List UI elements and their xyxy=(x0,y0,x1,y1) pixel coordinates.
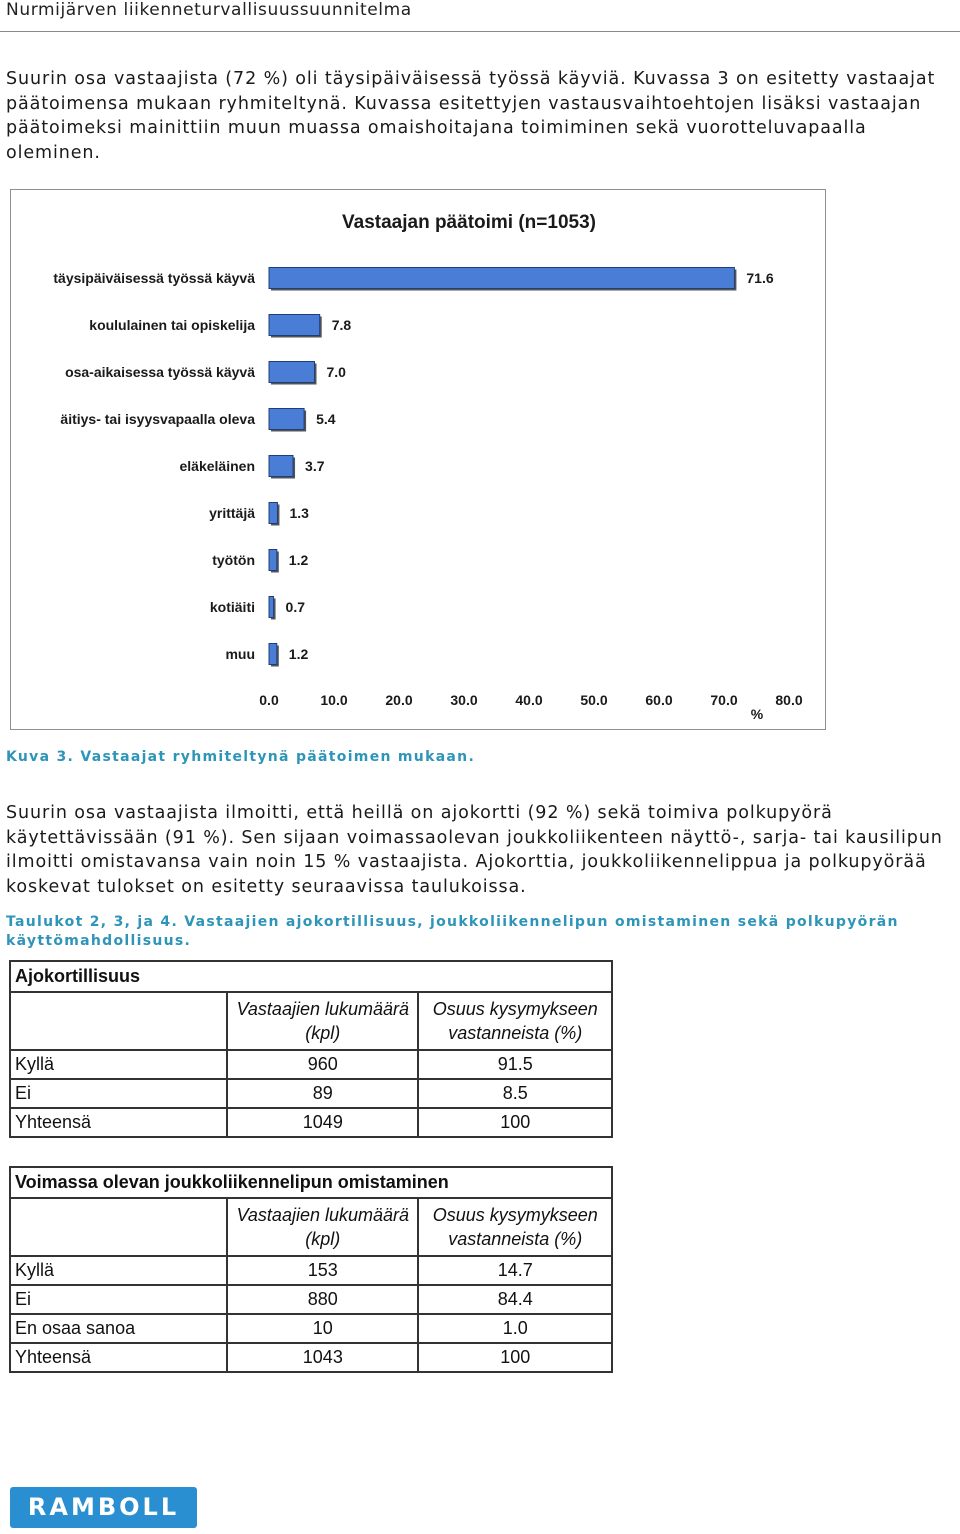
bar xyxy=(269,409,304,430)
column-header-share: Osuus kysymykseen vastanneista (%) xyxy=(418,1198,612,1256)
row-share: 1.0 xyxy=(418,1314,612,1343)
category-label: kotiäiti xyxy=(209,599,255,615)
bar xyxy=(269,315,320,336)
row-count: 153 xyxy=(227,1256,418,1285)
row-label: Yhteensä xyxy=(10,1343,227,1372)
x-tick-label: 20.0 xyxy=(385,692,413,708)
category-label: muu xyxy=(225,646,255,662)
category-label: yrittäjä xyxy=(209,505,255,521)
table-title-row xyxy=(10,961,612,992)
table-title-row xyxy=(10,1167,612,1198)
table-title: Ajokortillisuus xyxy=(10,961,612,992)
table-row xyxy=(10,1343,612,1372)
table-row xyxy=(10,1314,612,1343)
table-header-row xyxy=(10,1198,612,1256)
ramboll-logo xyxy=(10,1487,197,1528)
x-tick-label: 30.0 xyxy=(450,692,478,708)
data-label: 7.8 xyxy=(331,317,352,333)
row-count: 960 xyxy=(227,1050,418,1079)
row-share: 100 xyxy=(418,1343,612,1372)
row-count: 1043 xyxy=(227,1343,418,1372)
row-share: 84.4 xyxy=(418,1285,612,1314)
header-divider xyxy=(0,31,960,32)
chart-title: Vastaajan päätoimi (n=1053) xyxy=(342,212,596,233)
category-label: täysipäiväisessä työssä käyvä xyxy=(53,270,255,286)
bar xyxy=(269,644,277,665)
table-title: Voimassa olevan joukkoliikennelipun omistaminen xyxy=(10,1167,612,1198)
row-share: 91.5 xyxy=(418,1050,612,1079)
data-label: 5.4 xyxy=(316,411,336,427)
category-label: eläkeläinen xyxy=(179,458,255,474)
table-header-empty xyxy=(10,992,227,1050)
second-paragraph: Suurin osa vastaajista ilmoitti, että heillä on ajokortti (92 %) sekä toimiva polkupyörä käytettävissään (91 %). Sen sijaan voimassaolevan joukkoliikenteen näyttö-, sarja- tai kausilipun ilmoitti omistavansa vain noin 15 % vastaajista. Ajokorttia, joukkoliikennelippua ja polkupyörää koskevat tulokset on esitetty seuraavissa taulukoissa. xyxy=(6,803,943,897)
row-label: Ei xyxy=(10,1285,227,1314)
bar xyxy=(269,362,315,383)
row-share: 14.7 xyxy=(418,1256,612,1285)
tables-caption: Taulukot 2, 3, ja 4. Vastaajien ajokortillisuus, joukkoliikennelipun omistaminen sekä polkupyörän käyttömahdollisuus. xyxy=(6,914,899,949)
x-tick-label: 70.0 xyxy=(710,692,738,708)
document-header-title: Nurmijärven liikenneturvallisuussuunnitelma xyxy=(6,0,412,20)
table-row xyxy=(10,1079,612,1108)
row-count: 89 xyxy=(227,1079,418,1108)
column-header-share: Osuus kysymykseen vastanneista (%) xyxy=(418,992,612,1050)
row-label: Yhteensä xyxy=(10,1108,227,1137)
data-label: 1.2 xyxy=(288,646,309,662)
row-label: Kyllä xyxy=(10,1050,227,1079)
table-row xyxy=(10,1050,612,1079)
category-label: osa-aikaisessa työssä käyvä xyxy=(65,364,255,380)
bar xyxy=(269,550,277,571)
data-label: 1.2 xyxy=(288,552,309,568)
category-label: koululainen tai opiskelija xyxy=(89,317,255,333)
x-tick-label: 50.0 xyxy=(580,692,608,708)
data-label: 0.7 xyxy=(285,599,306,615)
row-share: 8.5 xyxy=(418,1079,612,1108)
intro-paragraph: Suurin osa vastaajista (72 %) oli täysipäiväisessä työssä käyviä. Kuvassa 3 on esitetty vastaajat päätoimensa mukaan ryhmiteltynä. Kuvassa esitettyjen vastausvaihtoehtojen lisäksi vastaajan päätoimeksi mainittiin muun muassa omaishoitajana toimiminen sekä vuorotteluvapaalla oleminen. xyxy=(6,69,936,163)
data-label: 3.7 xyxy=(305,458,325,474)
table-header-empty xyxy=(10,1198,227,1256)
x-tick-label: 60.0 xyxy=(645,692,673,708)
row-count: 10 xyxy=(227,1314,418,1343)
row-count: 880 xyxy=(227,1285,418,1314)
category-label: äitiys- tai isyysvapaalla oleva xyxy=(60,411,255,427)
bar-chart xyxy=(11,190,825,729)
row-label: Ei xyxy=(10,1079,227,1108)
transit-ticket-table xyxy=(9,1166,613,1373)
x-tick-label: 80.0 xyxy=(775,692,803,708)
table-row xyxy=(10,1285,612,1314)
bar xyxy=(269,268,734,289)
bar xyxy=(269,503,277,524)
row-label: Kyllä xyxy=(10,1256,227,1285)
row-share: 100 xyxy=(418,1108,612,1137)
x-tick-label: 40.0 xyxy=(515,692,543,708)
table-row xyxy=(10,1108,612,1137)
category-label: työtön xyxy=(212,552,255,568)
row-label: En osaa sanoa xyxy=(10,1314,227,1343)
figure-caption: Kuva 3. Vastaajat ryhmiteltynä päätoimen mukaan. xyxy=(6,749,476,765)
data-label: 1.3 xyxy=(289,505,309,521)
data-label: 7.0 xyxy=(326,364,346,380)
logo-text: RAMBOLL xyxy=(27,1493,180,1521)
column-header-count: Vastaajien lukumäärä (kpl) xyxy=(227,1198,418,1256)
bar xyxy=(269,597,274,618)
driving-licence-table xyxy=(9,960,613,1138)
column-header-count: Vastaajien lukumäärä (kpl) xyxy=(227,992,418,1050)
bar xyxy=(269,456,293,477)
data-label: 71.6 xyxy=(746,270,774,286)
x-tick-label: 0.0 xyxy=(259,692,279,708)
x-axis-label: % xyxy=(750,706,764,722)
table-row xyxy=(10,1256,612,1285)
table-header-row xyxy=(10,992,612,1050)
x-tick-label: 10.0 xyxy=(320,692,348,708)
row-count: 1049 xyxy=(227,1108,418,1137)
chart-frame xyxy=(10,189,826,730)
